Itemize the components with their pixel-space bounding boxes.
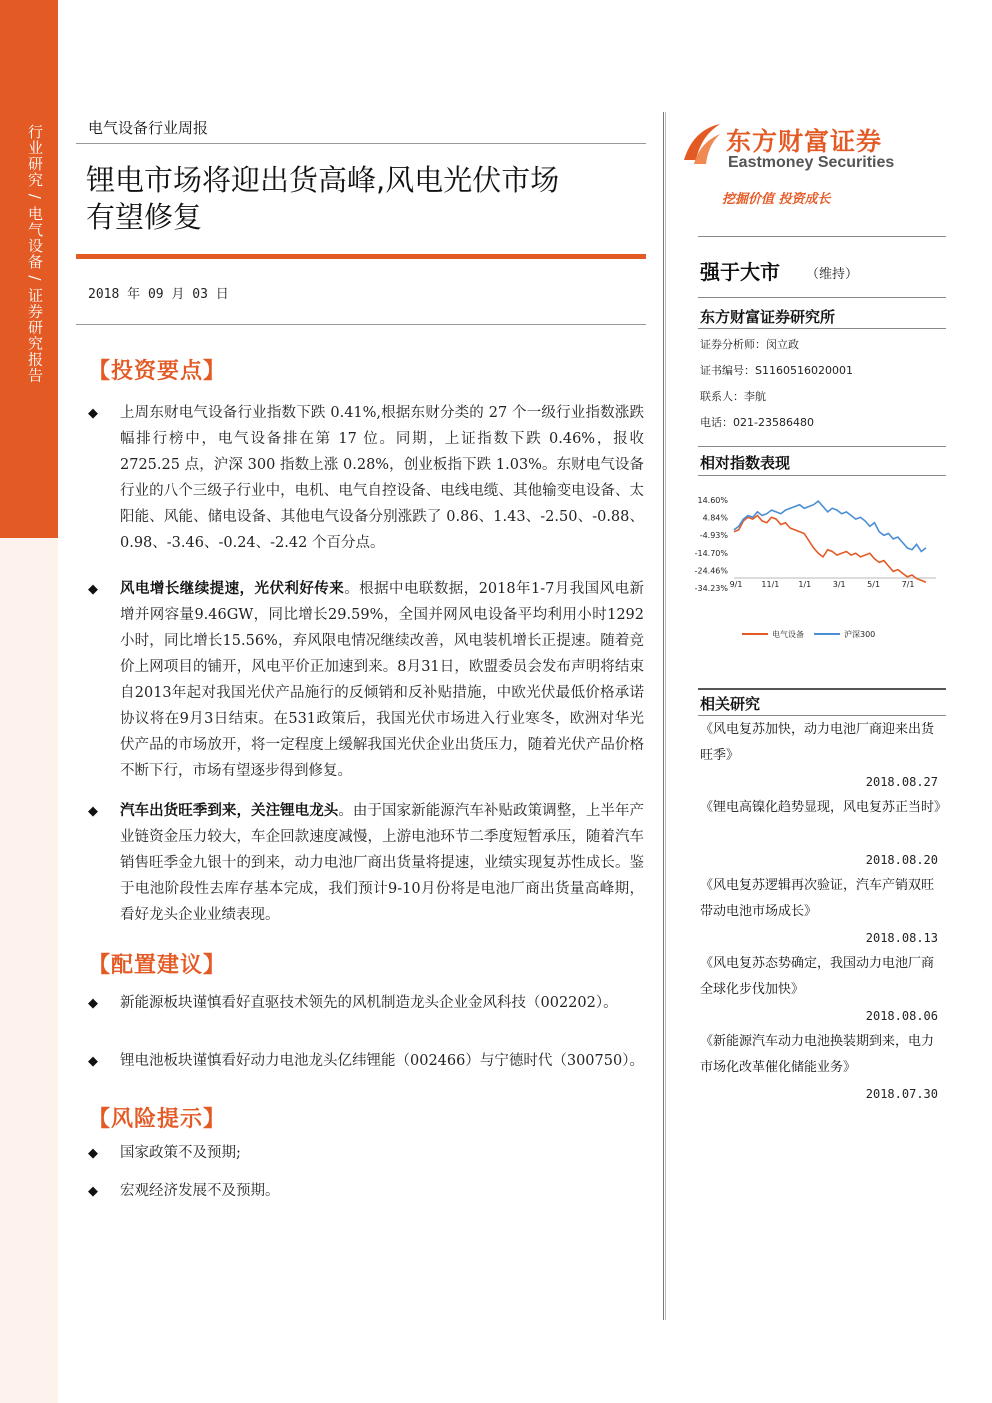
- institute-divider: [698, 297, 946, 298]
- related-top-divider: [698, 688, 946, 690]
- y-tick-label: 4.84%: [702, 513, 728, 523]
- related-item-title[interactable]: 《风电复苏逻辑再次验证，汽车产销双旺带动电池市场成长》: [700, 878, 935, 919]
- series-line-2: [734, 501, 926, 551]
- bullet-icon: ◆: [88, 1184, 98, 1199]
- brand-name-en: Eastmoney Securities: [728, 154, 895, 171]
- sidebar-accent-block: [0, 0, 58, 538]
- section-heading-allocation: 【配置建议】: [88, 952, 227, 978]
- chart-top-divider: [698, 446, 946, 447]
- y-tick-label: 14.60%: [697, 496, 728, 505]
- key-point-2: [120, 576, 644, 784]
- contact-person: 联系人：李航: [700, 390, 766, 403]
- title-line-2: 有望修复: [86, 200, 203, 234]
- related-item-date: 2018.08.27: [865, 775, 938, 789]
- key-point-2-text: 。根据中电联数据，2018年1-7月我国风电新增并网容量9.46GW，同比增长29.59%，全国并网风电设备平均利用小时1292小时，同比增长15.56%，弃风限电情况继续改善，风电装机增长正提速。随着竞价上网项目的铺开，风电平价正加速到来。8月31日，欧盟委员会发布声明将结束自2013年起对我国光伏产品施行的反倾销和反补贴措施，中欧光伏最低价格承诺协议将在9月3日结束。在531政策后，我国光伏市场进入行业寒冬，欧洲对华光伏产品的市场放开，将一定程度上缓解我国光伏企业出货压力，随着光伏产品价格不断下行，市场有望逐步得到修复。: [120, 581, 645, 779]
- chart-section-title: 相对指数表现: [700, 454, 791, 472]
- date-divider: [76, 324, 646, 325]
- x-tick-label: 3/1: [832, 580, 846, 589]
- x-tick-label: 7/1: [901, 580, 915, 589]
- bullet-icon: ◆: [88, 582, 98, 597]
- rating-label: 强于大市: [700, 260, 780, 284]
- related-item-title[interactable]: 《风电复苏态势确定，我国动力电池厂商全球化步伐加快》: [700, 956, 935, 997]
- related-item-date: 2018.08.20: [865, 853, 938, 867]
- related-item-title[interactable]: 《风电复苏加快，动力电池厂商迎来出货旺季》: [700, 722, 935, 763]
- relative-index-chart: [690, 488, 946, 648]
- key-point-1: [120, 400, 644, 556]
- report-date: 2018 年 09 月 03 日: [88, 287, 229, 302]
- y-tick-label: -24.46%: [694, 566, 728, 576]
- report-type: 电气设备行业周报: [88, 119, 209, 137]
- x-tick-label: 11/1: [761, 580, 780, 589]
- key-point-3: [120, 798, 644, 928]
- institute-name: 东方财富证券研究所: [700, 308, 836, 326]
- risk-item-2: 宏观经济发展不及预期。: [120, 1183, 280, 1199]
- column-divider: [663, 112, 664, 1320]
- x-tick-label: 1/1: [798, 580, 812, 589]
- series-line-1: [734, 516, 926, 583]
- related-underline: [698, 715, 946, 716]
- brand-name-cn: 东方财富证券: [726, 127, 883, 156]
- key-point-3-lead: 汽车出货旺季到来，关注锂电龙头: [120, 802, 339, 819]
- sidebar-category-text: 行业研究 / 电气设备 / 证券研究报告: [26, 124, 44, 384]
- key-point-2-lead: 风电增长继续提速，光伏利好传来: [120, 580, 345, 597]
- related-item-date: 2018.08.06: [865, 1009, 938, 1023]
- institute-underline: [698, 328, 946, 329]
- brand-swoosh-icon: [680, 120, 724, 168]
- section-heading-risk: 【风险提示】: [88, 1106, 227, 1132]
- brand-logo: [680, 118, 940, 180]
- legend-label: 沪深300: [844, 630, 876, 639]
- bullet-icon: ◆: [88, 804, 98, 819]
- rating-sub: （维持）: [806, 267, 859, 282]
- allocation-item-2: 锂电池板块谨慎看好动力电池龙头亿纬锂能（002466）与宁德时代（300750）。: [120, 1053, 644, 1069]
- key-point-1-text: 上周东财电气设备行业指数下跌 0.41%,根据东财分类的 27 个一级行业指数涨跌幅排行榜中，电气设备排在第 17 位。同期，上证指数下跌 0.46%，报收 2725.25 点，沪深 300 指数上涨 0.28%，创业板指下跌 1.03%。东财电气设备行业的八个三级子行业中，电机、电气自控设备、电线电缆、其他输变电设备、太阳能、风能、储电设备、其他电气设备分别涨跌了 0.86、1.43、-2.50、-0.88、0.98、-3.46、-0.24、-2.42 个百分点。: [120, 405, 644, 551]
- related-title: 相关研究: [700, 695, 761, 713]
- bullet-icon: ◆: [88, 996, 98, 1011]
- key-point-3-text: 。由于国家新能源汽车补贴政策调整，上半年产业链资金压力较大，车企回款速度减慢，上游电池环节二季度短暂承压，随着汽车销售旺季金九银十的到来，动力电池厂商出货量将提速，业绩实现复苏性成长。鉴于电池阶段性去库存基本完成，我们预计9-10月份将是电池厂商出货量高峰期，看好龙头企业业绩表现。: [120, 803, 645, 923]
- bullet-icon: ◆: [88, 1054, 98, 1069]
- title-underline: [76, 254, 646, 259]
- related-item-date: 2018.08.13: [865, 931, 938, 945]
- bullet-icon: ◆: [88, 406, 98, 421]
- x-tick-label: 9/1: [729, 580, 743, 589]
- title-line-1: 锂电市场将迎出货高峰,风电光伏市场: [86, 163, 560, 197]
- column-divider-inner: [665, 112, 666, 1320]
- related-item-title[interactable]: 《锂电高镍化趋势显现，风电复苏正当时》: [700, 800, 948, 815]
- related-item-title[interactable]: 《新能源汽车动力电池换装期到来，电力市场化改革催化储能业务》: [700, 1034, 935, 1075]
- y-tick-label: -14.70%: [694, 548, 728, 558]
- related-item-date: 2018.07.30: [865, 1087, 938, 1101]
- rating-divider: [698, 236, 946, 237]
- sidebar: [0, 0, 58, 1403]
- contact-phone: 电话：021-23586480: [700, 416, 814, 429]
- y-tick-label: -4.93%: [699, 531, 728, 541]
- analyst-cert: 证书编号：S1160516020001: [700, 364, 853, 377]
- risk-item-1: 国家政策不及预期;: [120, 1145, 241, 1161]
- chart-title-underline: [698, 475, 946, 476]
- allocation-item-1: 新能源板块谨慎看好直驱技术领先的风机制造龙头企业金风科技（002202）。: [120, 995, 618, 1011]
- y-tick-label: -34.23%: [694, 584, 728, 593]
- header-divider: [76, 143, 646, 144]
- legend-label: 电气设备: [772, 630, 804, 639]
- brand-slogan: 挖掘价值 投资成长: [722, 192, 831, 207]
- section-heading-key-points: 【投资要点】: [88, 358, 227, 384]
- x-tick-label: 5/1: [867, 580, 881, 589]
- analyst-name: 证券分析师：闵立政: [700, 338, 799, 351]
- page-title: [86, 162, 646, 236]
- bullet-icon: ◆: [88, 1146, 98, 1161]
